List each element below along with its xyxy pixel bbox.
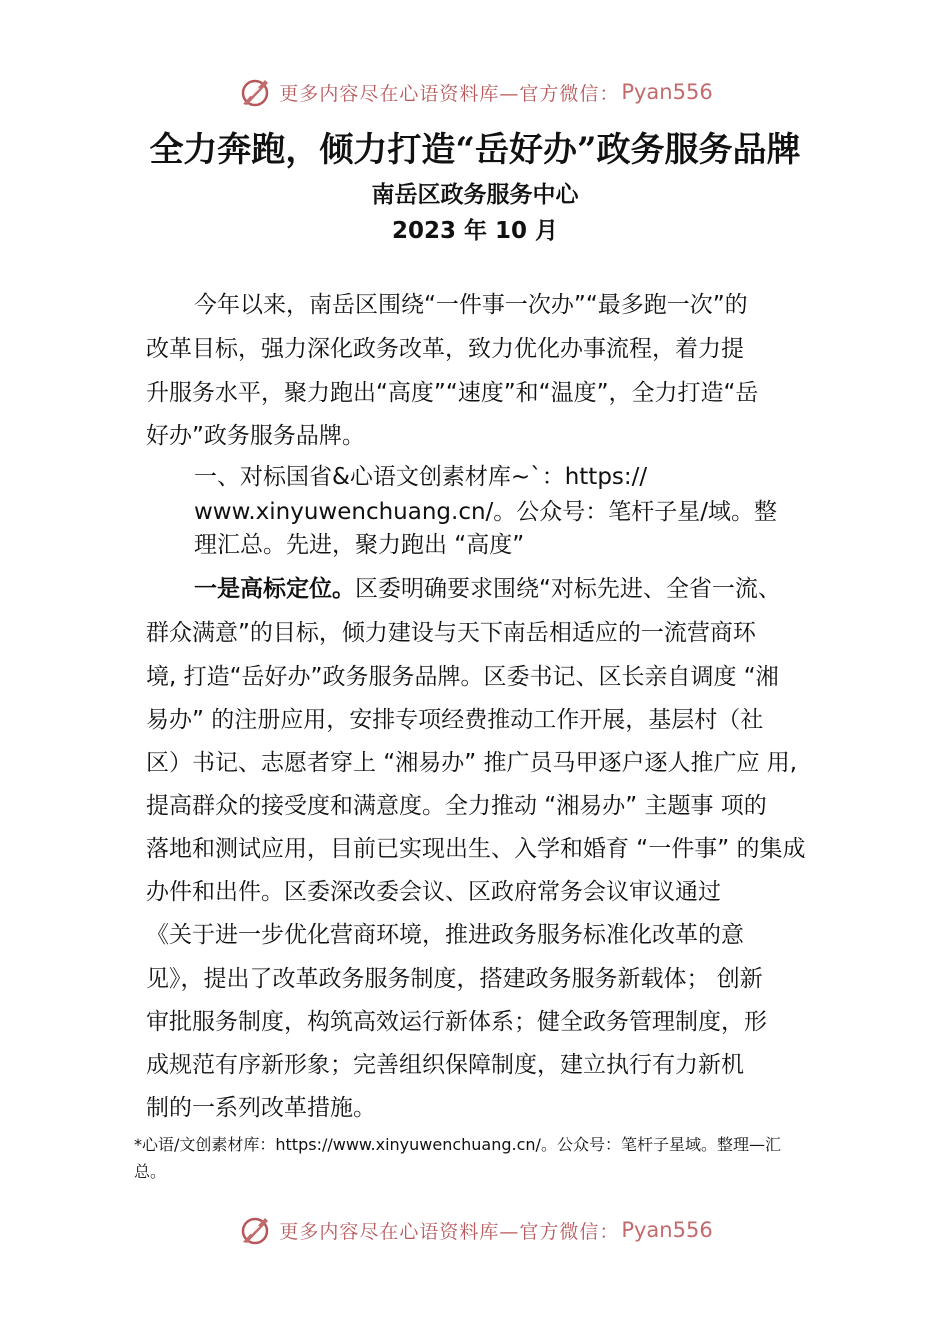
quill-logo-icon <box>237 1212 273 1248</box>
intro-line: 好办”政务服务品牌。 <box>146 423 365 449</box>
watermark-text: 更多内容尽在心语资料库—官方微信： <box>279 82 620 105</box>
footnote-line: *心语/文创素材库：https://www.xinyuwenchuang.cn/。公众号：笔杆子星域。整理—汇 <box>134 1135 781 1154</box>
body-line: 办件和出件。区委深改委会议、区政府常务会议审议通过 <box>146 879 721 905</box>
quill-logo-icon <box>237 74 273 110</box>
body-line: 区委明确要求围绕“对标先进、全省一流、 <box>355 576 781 602</box>
intro-line: 升服务水平，聚力跑出“高度”“速度”和“温度”，全力打造“岳 <box>146 380 759 406</box>
body-line: 制的一系列改革措施。 <box>146 1095 376 1121</box>
watermark-banner-bottom <box>0 1210 950 1250</box>
footnote-line: 总。 <box>134 1162 167 1181</box>
section-heading-line: www.xinyuwenchuang.cn/。公众号：笔杆子星/域。整 <box>194 499 778 525</box>
body-first-line <box>194 574 781 604</box>
body-line: 成规范有序新形象；完善组织保障制度，建立执行有力新机 <box>146 1052 744 1078</box>
body-line: 《关于进一步优化营商环境，推进政务服务标准化改革的意 <box>146 922 744 948</box>
body-line: 区）书记、志愿者穿上 “湘易办” 推广员马甲逐户逐人推广应 用, <box>146 750 798 776</box>
watermark-handle: Pyan556 <box>621 1218 713 1242</box>
body-line: 群众满意”的目标，倾力建设与天下南岳相适应的一流营商环 <box>146 620 756 646</box>
section-heading-line: 理汇总。先进，聚力跑出 “高度” <box>194 532 525 558</box>
body-line: 提高群众的接受度和满意度。全力推动 “湘易办” 主题事 项的 <box>146 793 767 819</box>
body-line: 落地和测试应用，目前已实现出生、入学和婚育 “一件事” 的集成 <box>146 836 806 862</box>
body-line: 境, 打造“岳好办”政务服务品牌。区委书记、区长亲自调度 “湘 <box>146 664 779 690</box>
body-line: 易办” 的注册应用，安排专项经费推动工作开展，基层村（社 <box>146 707 764 733</box>
watermark-banner-top <box>0 72 950 112</box>
body-lead-phrase: 一是高标定位。 <box>194 576 355 602</box>
intro-line: 改革目标，强力深化政务改革，致力优化办事流程，着力提 <box>146 336 744 362</box>
body-line: 见》，提出了改革政务服务制度，搭建政务服务新载体； 创新 <box>146 966 763 992</box>
intro-line: 今年以来，南岳区围绕“一件事一次办”“最多跑一次”的 <box>194 292 748 318</box>
section-heading-line: 一、对标国省&心语文创素材库~`：https:// <box>194 464 648 490</box>
document-title: 全力奔跑，倾力打造“岳好办”政务服务品牌 <box>149 130 801 170</box>
document-subtitle: 南岳区政务服务中心 <box>371 182 579 208</box>
watermark-handle: Pyan556 <box>621 80 713 104</box>
document-date: 2023 年 10 月 <box>391 218 559 244</box>
watermark-text: 更多内容尽在心语资料库—官方微信： <box>279 1220 620 1243</box>
body-line: 审批服务制度，构筑高效运行新体系；健全政务管理制度，形 <box>146 1009 767 1035</box>
